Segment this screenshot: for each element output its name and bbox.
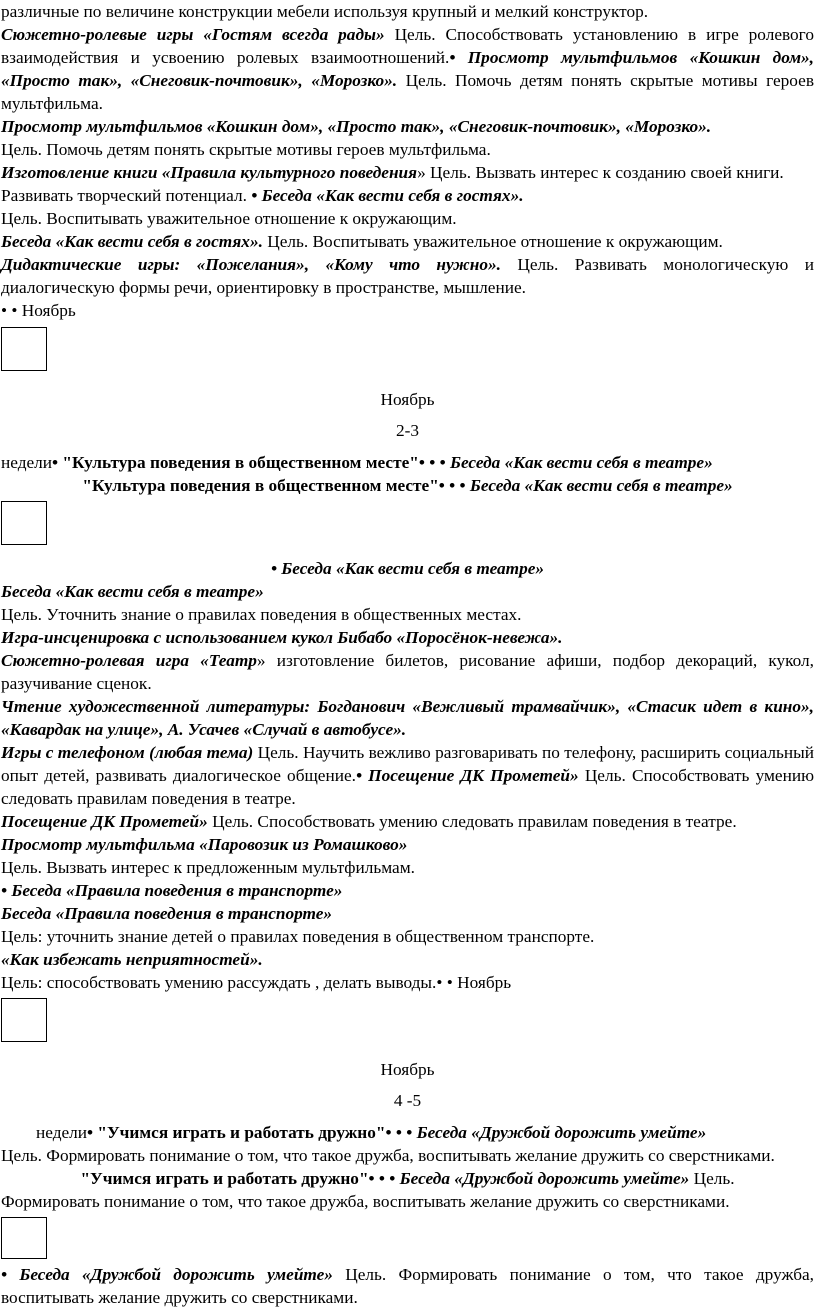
paragraph-transport-bullet — [0, 879, 816, 902]
empty-box — [1, 998, 47, 1042]
paragraph-role-play — [0, 23, 816, 115]
heading-fragment: Беседа «Как вести себя в театре» — [449, 453, 713, 472]
text-line — [0, 971, 816, 994]
text-line — [0, 856, 816, 879]
text-fragment: Цель. Помочь детям понять скрытые мотивы героев мультфильма. — [1, 140, 491, 159]
text-fragment: Цель. Способствовать умению следовать правилам поведения в театре. — [1, 766, 814, 808]
heading-fragment: Беседа «Дружбой дорожить умейте» — [399, 1169, 690, 1188]
month-heading — [0, 1058, 816, 1081]
heading-fragment: • Беседа «Дружбой дорожить умейте» — [1, 1265, 333, 1284]
heading-fragment: Изготовление книги «Правила культурного поведения — [1, 163, 418, 182]
empty-box — [1, 327, 47, 371]
heading-fragment: Дидактические игры: «Пожелания», «Кому что нужно». — [1, 255, 501, 274]
text-fragment: 2-3 — [395, 421, 420, 440]
heading-fragment: Беседа «Правила поведения в транспорте» — [1, 904, 333, 923]
paragraph-friendship-theme — [0, 1121, 816, 1144]
heading-fragment: Беседа «Как вести себя в театре» — [1, 582, 264, 601]
text-fragment: » изготовление билетов, рисование афиши, подбор декораций, кукол, разучивание сценок. — [1, 651, 814, 693]
heading-fragment: Игра-инсценировка с использованием кукол Бибабо «Поросёнок-невежа». — [1, 628, 563, 647]
paragraph-guests — [0, 230, 816, 253]
paragraph-transport — [0, 902, 816, 925]
text-fragment: Цель. Научить вежливо разговаривать по телефону, расширить социальный опыт детей, развивать диалогическое общение. — [1, 743, 814, 785]
empty-box — [1, 1217, 47, 1259]
heading-fragment: Посещение ДК Прометей» — [1, 812, 208, 831]
text-fragment: Цель. Формировать понимание о том, что такое дружба, воспитывать желание дружить со сверстниками. — [1, 1265, 814, 1307]
text-fragment: различные по величине конструкции мебели используя крупный и мелкий конструктор. — [1, 2, 649, 21]
paragraph-theme — [0, 451, 816, 474]
paragraph-theatre — [0, 580, 816, 603]
text-fragment: Цель. Воспитывать уважительное отношение к окружающим. — [1, 209, 457, 228]
text-line — [0, 299, 816, 322]
heading-fragment: Сюжетно-ролевые игры «Гостям всегда рады» — [1, 25, 385, 44]
paragraph-theatre-center — [0, 557, 816, 580]
text-fragment: Ноябрь — [380, 390, 435, 409]
text-fragment: • • Ноябрь — [1, 301, 76, 320]
text-fragment: » Цель. Вызвать интерес к созданию своей книги. Развивать творческий потенциал. — [1, 163, 784, 205]
heading-fragment: Просмотр мультфильма «Паровозик из Ромашково» — [1, 835, 408, 854]
heading-fragment: "Культура поведения в общественном месте"• • • — [82, 476, 470, 495]
heading-fragment: • Беседа «Как вести себя в театре» — [270, 559, 545, 578]
heading-fragment: Беседа «Дружбой дорожить умейте» — [416, 1123, 707, 1142]
text-fragment: Цель. Развивать монологическую и диалогическую формы речи, ориентировку в пространстве, мышление. — [1, 255, 814, 297]
text-fragment: Цель. Воспитывать уважительное отношение к окружающим. — [262, 232, 723, 251]
paragraph-friendship-repeat — [0, 1167, 816, 1190]
text-fragment: Цель. Помочь детям понять скрытые мотивы героев мультфильма. — [1, 71, 814, 113]
heading-fragment: "Учимся играть и работать дружно"• • • — [80, 1169, 400, 1188]
heading-fragment: • Посещение ДК Прометей» — [355, 766, 579, 785]
text-fragment: 4 -5 — [393, 1091, 422, 1110]
text-fragment: Цель: уточнить знание детей о правилах поведения в общественном транспорте. — [1, 927, 595, 946]
text-line — [0, 0, 816, 23]
month-heading — [0, 388, 816, 411]
text-line — [0, 603, 816, 626]
text-fragment: Цель. Вызвать интерес к предложенным мультфильмам. — [1, 858, 415, 877]
text-line — [0, 925, 816, 948]
heading-fragment: «Как избежать неприятностей». — [1, 950, 263, 969]
text-fragment: Формировать понимание о том, что такое дружба, воспитывать желание дружить со сверстниками. — [1, 1192, 730, 1211]
text-fragment: Цель. Уточнить знание о правилах поведения в общественных местах. — [1, 605, 522, 624]
text-fragment: Цель. Способствовать установлению в игре ролевого взаимодействия и усвоению ролевых взаимоотношений. — [1, 25, 814, 67]
paragraph-cartoon — [0, 833, 816, 856]
paragraph-theatre-role-play — [0, 649, 816, 695]
text-fragment: недели — [1, 453, 53, 472]
text-fragment: Цель. — [689, 1169, 735, 1188]
heading-fragment: Беседа «Как вести себя в гостях». — [1, 232, 263, 251]
paragraph-theme-repeat — [0, 474, 816, 497]
weeks-heading — [0, 1089, 816, 1112]
heading-fragment: • Беседа «Правила поведения в транспорте» — [1, 881, 343, 900]
text-fragment: Цель: способствовать умению рассуждать , делать выводы.• • Ноябрь — [1, 973, 512, 992]
paragraph-friendship — [0, 1263, 816, 1309]
heading-fragment: Беседа «Как вести себя в театре» — [469, 476, 733, 495]
text-fragment: Ноябрь — [380, 1060, 435, 1079]
empty-box — [1, 501, 47, 545]
text-fragment: недели — [36, 1123, 88, 1142]
heading-fragment: Просмотр мультфильмов «Кошкин дом», «Просто так», «Снеговик-почтовик», «Морозко». — [1, 117, 712, 136]
paragraph-reading — [0, 695, 816, 741]
paragraph-visit — [0, 810, 816, 833]
heading-fragment: • "Культура поведения в общественном месте"• • • — [52, 453, 450, 472]
paragraph-troubles — [0, 948, 816, 971]
heading-fragment: • "Учимся играть и работать дружно"• • • — [87, 1123, 417, 1142]
text-line — [0, 207, 816, 230]
heading-fragment: • Просмотр мультфильмов «Кошкин дом», «Просто так», «Снеговик-почтовик», «Морозко». — [1, 48, 815, 90]
heading-fragment: Игры с телефоном (любая тема) — [1, 743, 254, 762]
paragraph-puppets — [0, 626, 816, 649]
heading-fragment: Сюжетно-ролевая игра «Театр — [1, 651, 257, 670]
text-line — [0, 1190, 816, 1213]
paragraph-cartoons — [0, 115, 816, 161]
text-fragment: Цель. Способствовать умению следовать правилам поведения в театре. — [207, 812, 737, 831]
text-fragment: Цель. Формировать понимание о том, что такое дружба, воспитывать желание дружить со сверстниками. — [1, 1146, 775, 1165]
heading-fragment: Чтение художественной литературы: Богданович «Вежливый трамвайчик», «Стасик идет в кино», «Кавардак на улице», А. Усачев «Случай в автобусе». — [1, 697, 814, 739]
paragraph-didactic — [0, 253, 816, 299]
weeks-heading — [0, 419, 816, 442]
heading-fragment: • Беседа «Как вести себя в гостях». — [251, 186, 524, 205]
paragraph-book — [0, 161, 816, 207]
text-line — [0, 1144, 816, 1167]
paragraph-phone-games — [0, 741, 816, 810]
